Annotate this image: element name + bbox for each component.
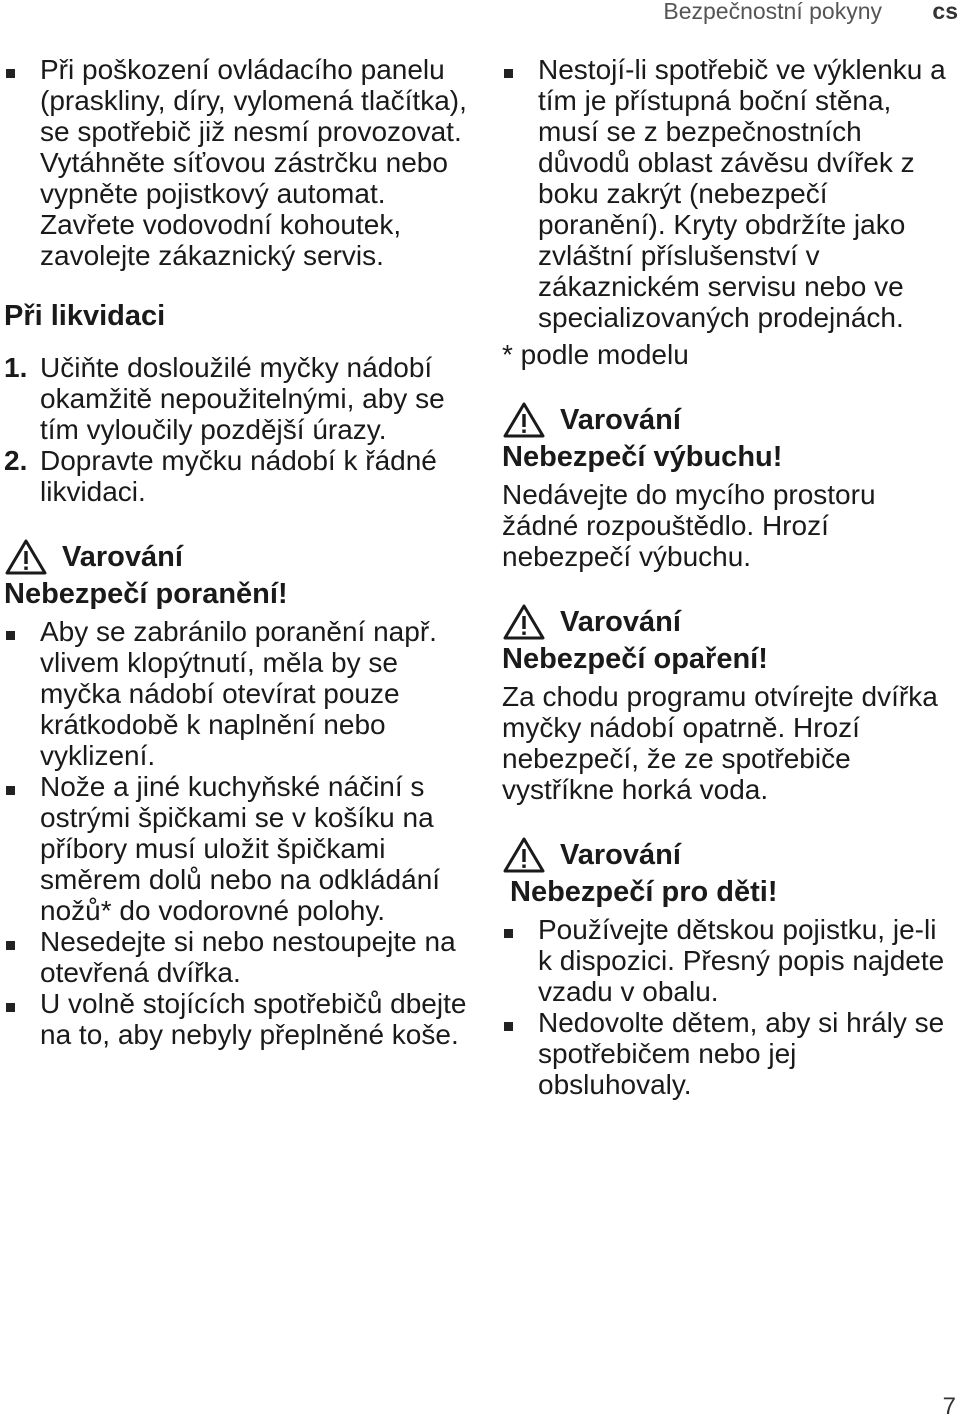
warning-triangle-icon	[502, 603, 546, 641]
bullet-square-icon	[6, 786, 15, 795]
list-item: Aby se zabránilo poranění např. vlivem klopýtnutí, měla by se myčka nádobí otevírat pouze krátkodobě k naplnění nebo vyklizení.	[4, 616, 474, 771]
warning-block-children	[502, 835, 957, 1100]
footnote: * podle modelu	[502, 339, 689, 370]
warning-text: Nedávejte do mycího prostoru žádné rozpouštědlo. Hrozí nebezpečí výbuchu.	[502, 479, 876, 572]
warning-title: Varování	[502, 602, 957, 642]
right-column	[502, 54, 957, 1100]
warning-triangle-icon	[502, 836, 546, 874]
bullet-square-icon	[504, 1022, 513, 1031]
section-title: Bezpečnostní pokyny	[663, 0, 882, 24]
disposal-steps	[4, 352, 474, 507]
bullet-square-icon	[504, 69, 513, 78]
warning-triangle-icon	[502, 401, 546, 439]
bullet-list	[4, 54, 474, 271]
warning-subtitle: Nebezpečí výbuchu!	[502, 441, 783, 473]
bullet-list	[502, 54, 957, 333]
bullet-list	[4, 616, 474, 1050]
list-item: 2. Dopravte myčku nádobí k řádné likvidaci.	[4, 445, 437, 507]
list-item: Nestojí-li spotřebič ve výklenku a tím je přístupná boční stěna, musí se z bezpečnostních důvodů oblast závěsu dvířek z boku zakrýt (nebezpečí poranění). Kryty obdržíte jako zvláštní příslušenství v zákaznickém servisu nebo ve specializovaných prodejnách.	[502, 54, 957, 333]
warning-triangle-icon	[4, 538, 48, 576]
bullet-square-icon	[6, 941, 15, 950]
list-item: Nedovolte dětem, aby si hrály se spotřebičem nebo jej obsluhovaly.	[502, 1007, 957, 1100]
warning-subtitle: Nebezpečí pro děti!	[510, 876, 778, 908]
list-item: U volně stojících spotřebičů dbejte na to, aby nebyly přeplněné koše.	[4, 988, 474, 1050]
left-column	[4, 54, 474, 1050]
page-number: 7	[942, 1393, 956, 1420]
bullet-square-icon	[6, 69, 15, 78]
bullet-square-icon	[6, 1003, 15, 1012]
warning-subtitle: Nebezpečí opaření!	[502, 643, 768, 675]
list-item: Nesedejte si nebo nestoupejte na otevřená dvířka.	[4, 926, 474, 988]
warning-text: Za chodu programu otvírejte dvířka myčky nádobí opatrně. Hrozí nebezpečí, že ze spotřebiče vystříkne horká voda.	[502, 681, 938, 805]
warning-block-explosion	[502, 400, 957, 572]
bullet-list	[502, 914, 957, 1100]
warning-block-scald	[502, 602, 957, 805]
list-item: 1. Učiňte dosloužilé myčky nádobí okamžitě nepoužitelnými, aby se tím vyloučily pozdější úrazy.	[4, 352, 445, 445]
warning-title: Varování	[502, 835, 957, 875]
list-item: Při poškození ovládacího panelu (praskliny, díry, vylomená tlačítka), se spotřebič již nesmí provozovat. Vytáhněte síťovou zástrčku nebo vypněte pojistkový automat. Zavřete vodovodní kohoutek, zavolejte zákaznický servis.	[4, 54, 474, 271]
list-item: Nože a jiné kuchyňské náčiní s ostrými špičkami se v košíku na příbory musí uložit špičkami směrem dolů nebo na odkládání nožů* do vodorovné polohy.	[4, 771, 474, 926]
language-code: cs	[932, 0, 958, 24]
list-item: Používejte dětskou pojistku, je-li k dispozici. Přesný popis najdete vzadu v obalu.	[502, 914, 957, 1007]
disposal-heading: Při likvidaci	[4, 300, 166, 332]
warning-block-injury	[4, 537, 474, 1050]
bullet-square-icon	[6, 631, 15, 640]
warning-subtitle: Nebezpečí poranění!	[4, 578, 288, 610]
bullet-square-icon	[504, 929, 513, 938]
warning-title: Varování	[4, 537, 474, 577]
warning-title: Varování	[502, 400, 957, 440]
page-header	[0, 0, 960, 26]
